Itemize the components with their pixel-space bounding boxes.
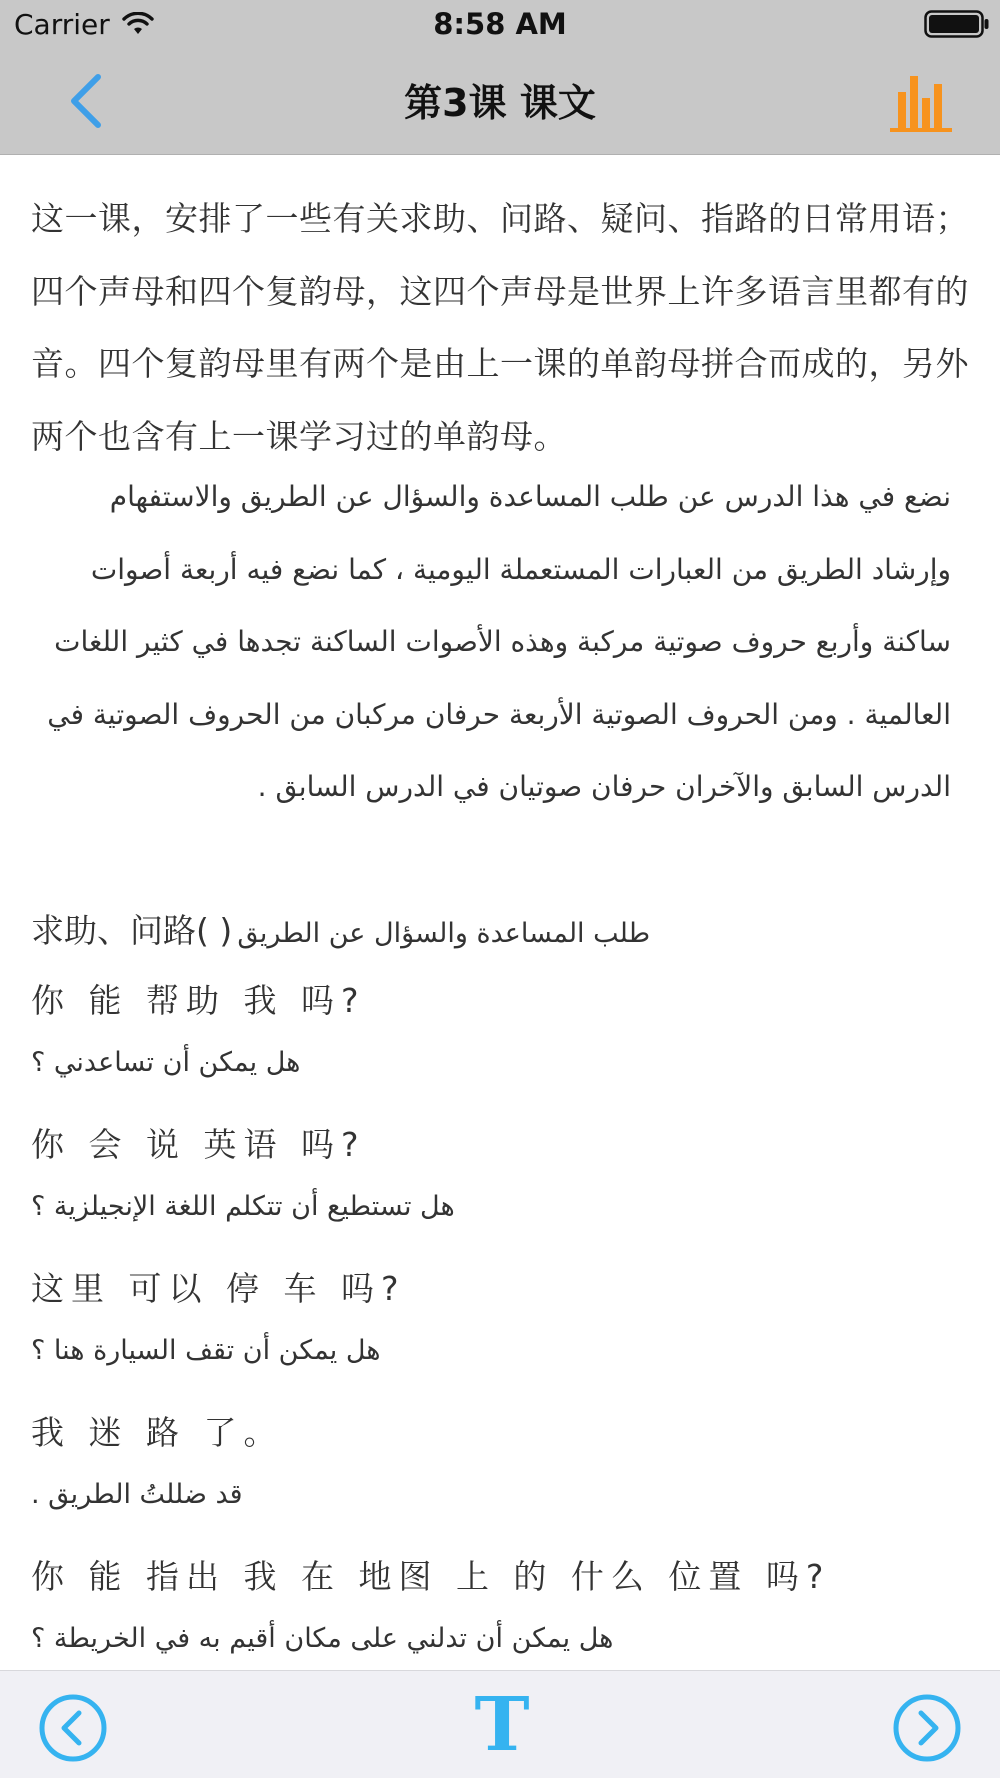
phrase-chinese: 这里 可以 停 车 吗? [31,1269,406,1308]
audio-bars-icon[interactable] [890,72,954,134]
back-button[interactable] [58,70,114,132]
phrase-chinese: 你 会 说 英语 吗? [31,1125,366,1164]
status-bar [0,0,1000,48]
battery-icon [924,10,990,38]
carrier-label: Carrier [14,8,110,41]
phrase-arabic-text: قد ضللتُ الطريق . [31,1479,243,1510]
section-heading-chinese: 求助、问路( ) [31,911,233,950]
status-time: 8:58 AM [433,7,567,41]
phrase-arabic [31,1191,971,1222]
phrase-arabic-text: هل يمكن أن تقف السيارة هنا ؟ [31,1335,381,1366]
section-heading [31,905,971,952]
section-heading-arabic: طلب المساعدة والسؤال عن الطريق [237,918,651,949]
phrase-arabic [31,1047,971,1078]
phrase-arabic [31,1479,971,1510]
chevron-left-circle-icon [64,1713,79,1743]
previous-lesson-button[interactable] [38,1693,108,1763]
phrase-arabic-text: هل يمكن أن تساعدني ؟ [31,1047,301,1078]
lesson-text-content[interactable] [0,155,1000,1670]
phrase-chinese: 我 迷 路 了。 [31,1413,284,1452]
intro-chinese-paragraph: 这一课，安排了一些有关求助、问路、疑问、指路的日常用语；四个声母和四个复韵母，这四个声母是世界上许多语言里都有的音。四个复韵母里有两个是由上一课的单韵母拼合而成的，另外两个也含有上一课学习过的单韵母。 [31,199,969,456]
page-title: 第3课 课文 [404,81,596,125]
navigation-bar [0,48,1000,155]
phrase-chinese: 你 能 指出 我 在 地图 上 的 什么 位置 吗? [31,1557,831,1596]
bottom-toolbar [0,1670,1000,1778]
phrase-arabic-text: هل يمكن أن تدلني على مكان أقيم به في الخريطة ؟ [31,1623,614,1654]
next-lesson-button[interactable] [892,1693,962,1763]
phrase-arabic [31,1623,971,1654]
font-size-button[interactable]: T [474,1682,530,1768]
phrase-arabic-text: هل تستطيع أن تتكلم اللغة الإنجيلزية ؟ [31,1191,455,1222]
phrase-chinese: 你 能 帮助 我 吗? [31,981,366,1020]
phrase-arabic [31,1335,971,1366]
chevron-right-circle-icon [921,1713,936,1743]
intro-arabic-paragraph: نضع في هذا الدرس عن طلب المساعدة والسؤال عن الطريق والاستفهام وإرشاد الطريق من العبارات المستعملة اليومية ، كما نضع فيه أربعة أصوات ساكنة وأربع حروف صوتية مركبة وهذه الأصوات الساكنة تجدها في كثير اللغات العالمية . ومن الحروف الصوتية الأربعة حرفان مركبان من الحروف الصوتية في الدرس السابق والآخران حرفان صوتيان في الدرس السابق . [47,480,951,803]
chevron-left-icon [68,73,104,129]
